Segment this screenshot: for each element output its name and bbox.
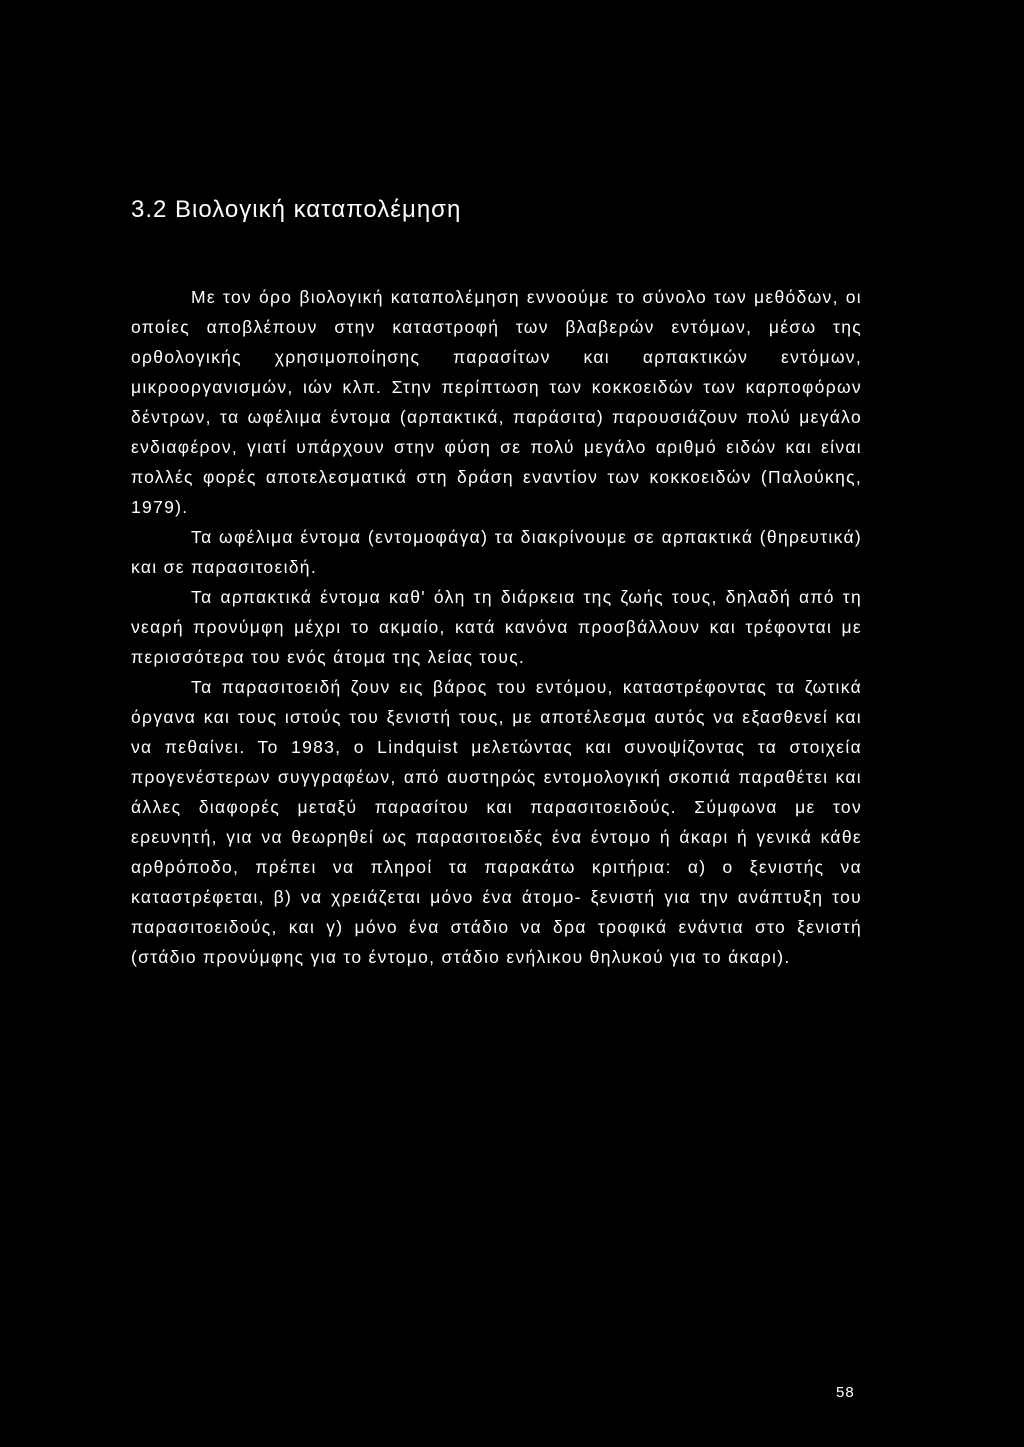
paragraph-parasitoids: Τα παρασιτοειδή ζουν εις βάρος του εντόμου, καταστρέφοντας τα ζωτικά όργανα και τους ιστούς του ξενιστή τους, με αποτέλεσμα αυτός να εξασθενεί και να πεθαίνει. Το 1983, ο Lindquist μελετώντας και συνοψίζοντας τα στοιχεία προγενέστερων συγγραφέων, από αυστηρώς εντομολογική σκοπιά παραθέτει και άλλες διαφορές μεταξύ παρασίτου και παρασιτοειδούς. Σύμφωνα με τον ερευνητή, για να θεωρηθεί ως παρασιτοειδές ένα έντομο ή άκαρι ή γενικά κάθε αρθρόποδο, πρέπει να πληροί τα παρακάτω κριτήρια: α) ο ξενιστής να καταστρέφεται, β) να χρειάζεται μόνο ένα άτομο- ξενιστή για την ανάπτυξη του παρασιτοειδούς, και γ) μόνο ένα στάδιο να δρα τροφικά ενάντια στο ξενιστή (στάδιο προνύμφης για το έντομο, στάδιο ενήλικου θηλυκού για το άκαρι). <box>131 677 862 967</box>
paragraph-predatory-insects: Τα αρπακτικά έντομα καθ' όλη τη διάρκεια της ζωής τους, δηλαδή από τη νεαρή προνύμφη μέχρι το ακμαίο, κατά κανόνα προσβάλλουν και τρέφονται με περισσότερα του ενός άτομα της λείας τους. <box>131 587 862 667</box>
page-number: 58 <box>836 1384 855 1401</box>
section-heading: 3.2 Βιολογική καταπολέμηση <box>131 196 462 223</box>
body-text <box>131 282 862 972</box>
paragraph-beneficial-insects: Τα ωφέλιμα έντομα (εντομοφάγα) τα διακρίνουμε σε αρπακτικά (θηρευτικά) και σε παρασιτοειδή. <box>131 527 862 577</box>
paragraph-biological-control-definition: Με τον όρο βιολογική καταπολέμηση εννοούμε το σύνολο των μεθόδων, οι οποίες αποβλέπουν στην καταστροφή των βλαβερών εντόμων, μέσω της ορθολογικής χρησιμοποίησης παρασίτων και αρπακτικών εντόμων, μικροοργανισμών, ιών κλπ. Στην περίπτωση των κοκκοειδών των καρποφόρων δέντρων, τα ωφέλιμα έντομα (αρπακτικά, παράσιτα) παρουσιάζουν πολύ μεγάλο ενδιαφέρον, γιατί υπάρχουν στην φύση σε πολύ μεγάλο αριθμό ειδών και είναι πολλές φορές αποτελεσματικά στη δράση εναντίον των κοκκοειδών (Παλούκης, 1979). <box>131 287 862 517</box>
